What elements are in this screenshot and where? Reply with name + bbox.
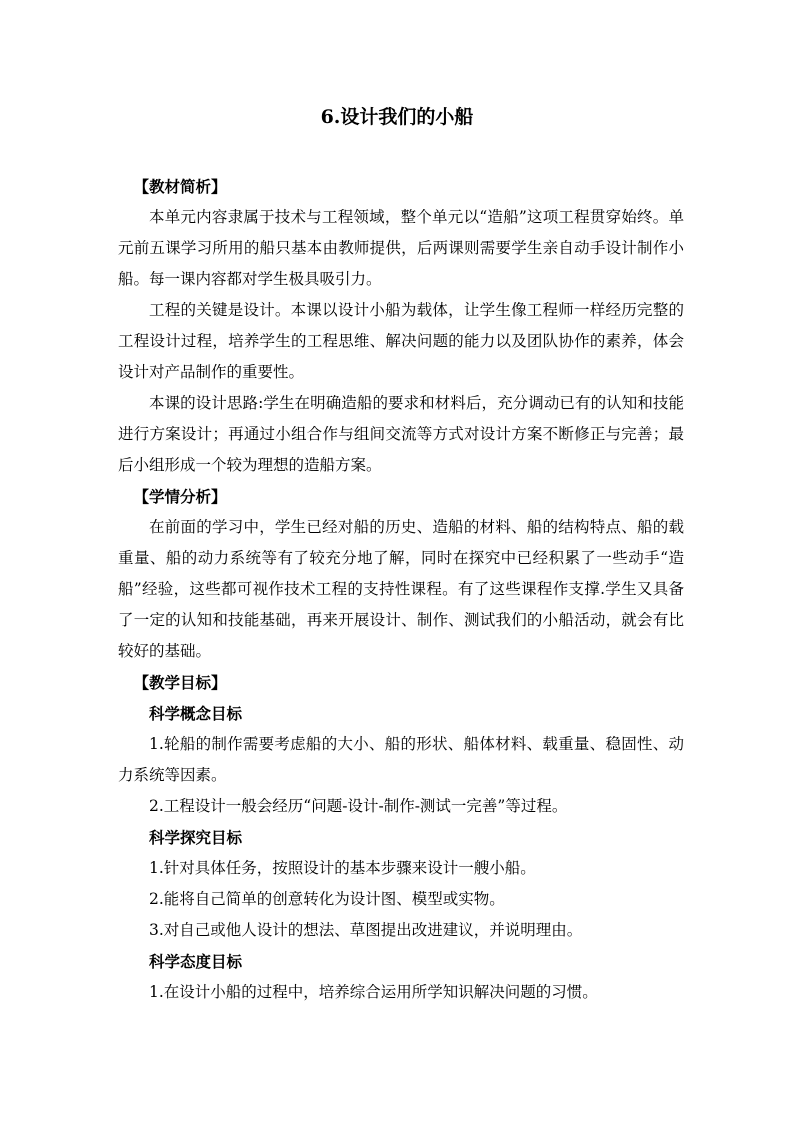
list-item: 1.针对具体任务，按照设计的基本步骤来设计一艘小船。 xyxy=(149,859,536,877)
subheading-inquiry: 科学探究目标 xyxy=(149,828,243,847)
section-heading-material: 【教材简析】 xyxy=(133,177,227,196)
section-heading-students: 【学情分析】 xyxy=(133,487,227,506)
list-item: 1.在设计小船的过程中，培养综合运用所学知识解决问题的习惯。 xyxy=(149,983,598,1001)
list-item: 2.工程设计一般会经历“问题-设计-制作-测试一完善”等过程。 xyxy=(149,797,568,815)
paragraph: 在前面的学习中，学生已经对船的历史、造船的材料、船的结构特点、船的载重量、船的动力系统等有了较充分地了解，同时在探究中已经积累了一些动手“造船”经验，这些都可视作技术工程的支持性课程。有了这些课程作支撑.学生又具备了一定的认知和技能基础，再来开展设计、制作、测试我们的小船活动，就会有比较好的基础。 xyxy=(118,518,684,660)
page-title: 6.设计我们的小船 xyxy=(320,106,474,128)
paragraph: 工程的关键是设计。本课以设计小船为载体，让学生像工程师一样经历完整的工程设计过程，培养学生的工程思维、解决问题的能力以及团队协作的素养，体会设计对产品制作的重要性。 xyxy=(118,301,684,381)
subheading-attitude: 科学态度目标 xyxy=(149,952,243,971)
paragraph: 本单元内容隶属于技术与工程领域，整个单元以“造船”这项工程贯穿始终。单元前五课学习所用的船只基本由教师提供，后两课则需要学生亲自动手设计制作小船。每一课内容都对学生极具吸引力。 xyxy=(118,208,684,288)
document-body xyxy=(118,171,684,1008)
list-item: 3.对自己或他人设计的想法、草图提出改进建议，并说明理由。 xyxy=(149,921,583,939)
list-item: 2.能将自己简单的创意转化为设计图、模型或实物。 xyxy=(149,890,505,908)
subheading-concept: 科学概念目标 xyxy=(149,704,243,723)
paragraph: 本课的设计思路:学生在明确造船的要求和材料后，充分调动已有的认知和技能进行方案设计；再通过小组合作与组间交流等方式对设计方案不断修正与完善；最后小组形成一个较为理想的造船方案。 xyxy=(118,394,684,474)
list-item: 1.轮船的制作需要考虑船的大小、船的形状、船体材料、载重量、稳固性、动力系统等因素。 xyxy=(118,735,684,784)
section-heading-goals: 【教学目标】 xyxy=(133,673,227,692)
